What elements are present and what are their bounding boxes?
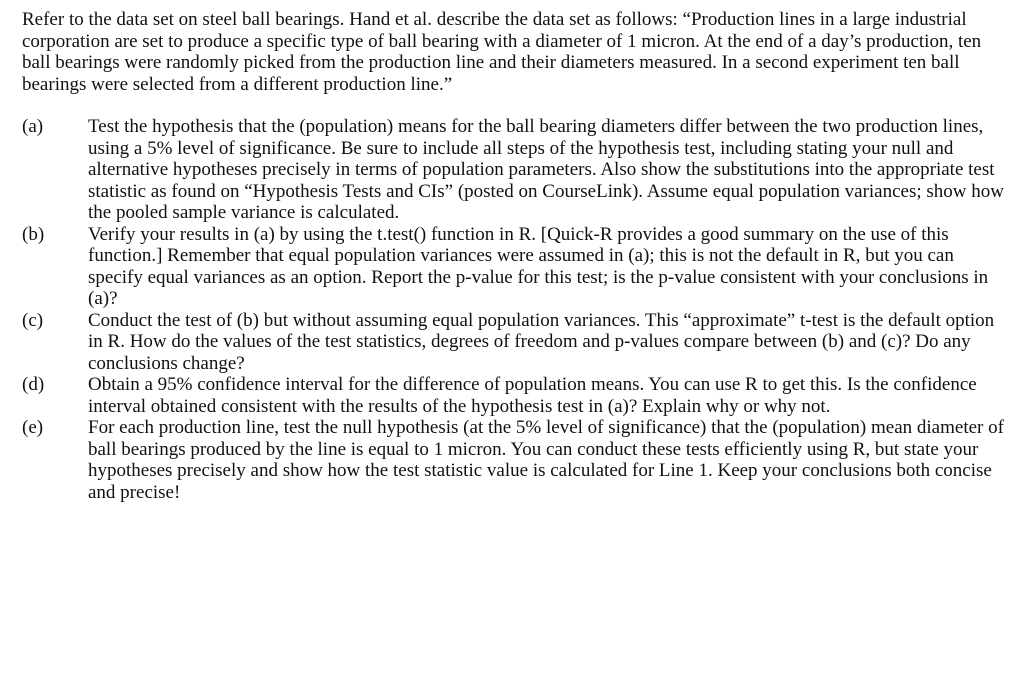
question-text: Verify your results in (a) by using the t.test() function in R. [Quick-R provides a good summary on the use of this function.] Remember that equal population variances were assumed in (a); this is not the default in R, but you can specify equal variances as an option. Report the p-value for this test; is the p-value consistent with your conclusions in (a)?: [88, 223, 989, 309]
question-label: (e): [22, 417, 44, 438]
question-label: (d): [22, 374, 45, 395]
question-label: (a): [22, 116, 44, 137]
question-d: [22, 374, 1015, 417]
question-list: [22, 116, 1015, 503]
question-text: Test the hypothesis that the (population) means for the ball bearing diameters differ between the two production lines, using a 5% level of significance. Be sure to include all steps of the hypothesis test, including stating your null and alternative hypotheses precisely in terms of population parameters. Also show the substitutions into the appropriate test statistic as found on “Hypothesis Tests and CIs” (posted on CourseLink). Assume equal population variances; show how the pooled sample variance is calculated.: [88, 116, 1004, 223]
question-a: [22, 116, 1015, 224]
question-b: [22, 224, 1015, 310]
intro-paragraph: Refer to the data set on steel ball bearings. Hand et al. describe the data set as follows: “Production lines in a large industrial corporation are set to produce a specific type of ball bearing with a diameter of 1 micron. At the end of a day’s production, ten ball bearings were randomly picked from the production line and their diameters measured. In a second experiment ten ball bearings were selected from a different production line.”: [22, 9, 982, 95]
question-c: [22, 310, 1015, 375]
question-text: Conduct the test of (b) but without assuming equal population variances. This “approximate” t-test is the default option in R. How do the values of the test statistics, degrees of freedom and p-values compare between (b) and (c)? Do any conclusions change?: [88, 309, 995, 374]
question-label: (b): [22, 223, 45, 245]
question-text: For each production line, test the null hypothesis (at the 5% level of significance) that the (population) mean diameter of ball bearings produced by the line is equal to 1 micron. You can conduct these tests efficiently using R, but state your hypotheses precisely and show how the test statistic value is calculated for Line 1. Keep your conclusions both concise and precise!: [88, 417, 1004, 503]
question-e: [22, 417, 1015, 503]
question-label: (c): [22, 309, 44, 331]
question-text: Obtain a 95% confidence interval for the difference of population means. You can use R to get this. Is the confidence interval obtained consistent with the results of the hypothesis test in (a)? Explain why or why not.: [88, 374, 977, 417]
